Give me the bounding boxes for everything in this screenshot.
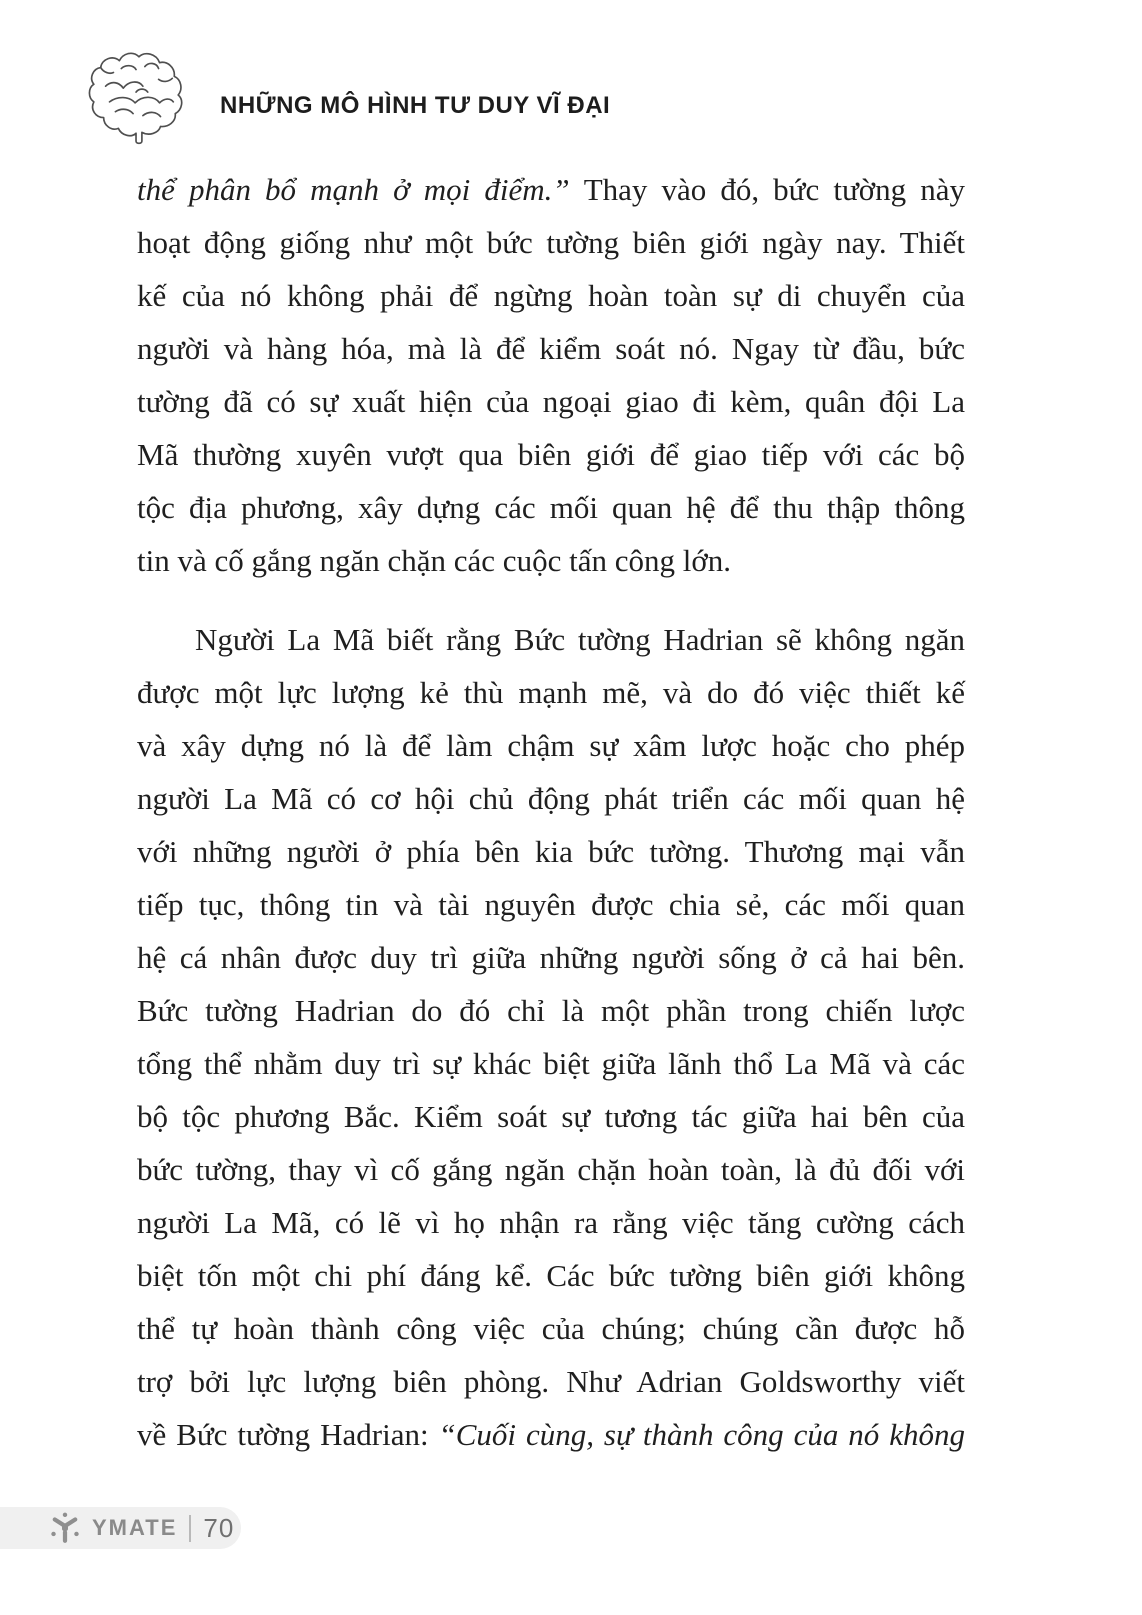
footer-divider	[189, 1515, 191, 1542]
text-line: bộ tộc phương Bắc. Kiểm soát sự tương tác giữa hai bên của	[137, 1099, 965, 1134]
text-line: người và hàng hóa, mà là để kiểm soát nó. Ngay từ đầu, bức	[137, 331, 965, 366]
text-line: người La Mã có cơ hội chủ động phát triển các mối quan hệ	[137, 781, 965, 816]
text-line: người La Mã, có lẽ vì họ nhận ra rằng việc tăng cường cách	[137, 1205, 965, 1240]
text-line: tin và cố gắng ngăn chặn các cuộc tấn công lớn.	[137, 543, 731, 578]
page-number: 70	[203, 1512, 235, 1543]
page-title: NHỮNG MÔ HÌNH TƯ DUY VĨ ĐẠI	[220, 92, 611, 119]
text-line: tường đã có sự xuất hiện của ngoại giao đi kèm, quân đội La	[137, 384, 965, 419]
ymate-logo-icon	[48, 1511, 82, 1545]
text-line: tộc địa phương, xây dựng các mối quan hệ để thu thập thông	[137, 490, 965, 525]
text-line: tổng thể nhằm duy trì sự khác biệt giữa lãnh thổ La Mã và các	[137, 1046, 965, 1081]
brand-name: YMATE	[92, 1515, 178, 1540]
text-line: và xây dựng nó là để làm chậm sự xâm lược hoặc cho phép	[137, 728, 965, 763]
text-line: Mã thường xuyên vượt qua biên giới để giao tiếp với các bộ	[137, 437, 965, 472]
text-line: biệt tốn một chi phí đáng kể. Các bức tường biên giới không	[137, 1258, 965, 1293]
italic-quote-segment: thể phân bổ mạnh ở mọi điểm.”	[137, 172, 584, 207]
text-line: hệ cá nhân được duy trì giữa những người sống ở cả hai bên.	[137, 940, 965, 975]
paragraph	[137, 163, 965, 587]
text-segment: về Bức tường Hadrian:	[137, 1417, 439, 1452]
text-line	[137, 163, 965, 216]
page-header	[0, 0, 1142, 160]
text-line: thể tự hoàn thành công việc của chúng; chúng cần được hỗ	[137, 1311, 965, 1346]
text-line: tiếp tục, thông tin và tài nguyên được chia sẻ, các mối quan	[137, 887, 965, 922]
text-line: bức tường, thay vì cố gắng ngăn chặn hoàn toàn, là đủ đối với	[137, 1152, 965, 1187]
text-segment: Thay vào đó, bức tường này	[583, 172, 965, 207]
text-line: được một lực lượng kẻ thù mạnh mẽ, và do đó việc thiết kế	[137, 675, 965, 710]
body-text	[137, 163, 965, 1461]
text-line: trợ bởi lực lượng biên phòng. Như Adrian Goldsworthy viết	[137, 1364, 965, 1399]
paragraph	[137, 613, 965, 1461]
text-line: kế của nó không phải để ngừng hoàn toàn sự di chuyển của	[137, 278, 965, 313]
text-line: hoạt động giống như một bức tường biên giới ngày nay. Thiết	[137, 225, 965, 260]
text-line	[137, 613, 965, 666]
text-line: Bức tường Hadrian do đó chỉ là một phần trong chiến lược	[137, 993, 965, 1028]
text-line	[137, 1408, 965, 1461]
text-segment: Người La Mã biết rằng Bức tường Hadrian sẽ không ngăn	[195, 622, 965, 657]
italic-quote-segment: “Cuối cùng, sự thành công của nó không	[438, 1417, 965, 1452]
brain-line-art-icon	[86, 46, 188, 146]
text-line: với những người ở phía bên kia bức tường. Thương mại vẫn	[137, 834, 965, 869]
footer-page-badge	[0, 1507, 241, 1549]
